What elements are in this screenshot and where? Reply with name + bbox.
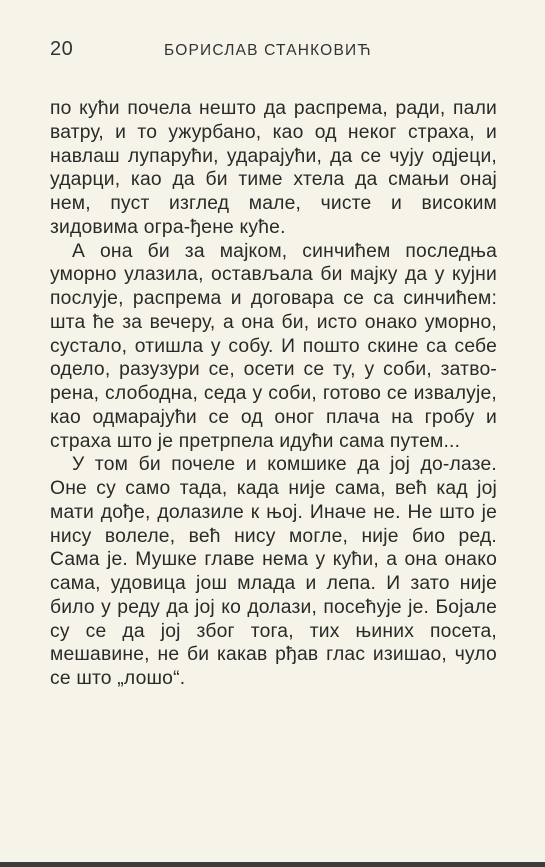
page-header [50,38,500,68]
page-bottom-edge [0,862,545,867]
running-head: БОРИСЛАВ СТАНКОВИЋ [164,42,372,59]
body-text [50,97,497,691]
paragraph-3: У том би почеле и комшике да јој до-лазе. Оне су само тада, када није сама, већ кад јој мати дође, долазиле к њој. Иначе не. Не што је нису волеле, већ нису могле, није био ред. Сама је. Мушке главе нема у кући, а она онако сама, удовица још млада и лепа. И зато није било у реду да јој ко долази, посећује је. Бојале су се да јој због тога, тих њиних посета, мешавине, не би какав рђав глас изишао, чуло се што „лошо“. [50,454,497,689]
page-number: 20 [50,38,74,60]
paragraph-2: А она би за мајком, синчићем последња уморно улазила, остављала би мајку да у кујни послује, распрема и договара се са синчићем: шта ће за вечеру, а она би, исто онако уморно, сустало, отишла у собу. И пошто скине са себе одело, разузури се, осети се ту, у соби, затво-рена, слободна, седа у соби, готово се извалује, као одмарајући се од оног плача на гробу и страха што је претрпела идући сама путем... [50,240,497,452]
paragraph-1: по кући почела нешто да распрема, ради, пали ватру, и то ужурбано, као од неког страха, и навлаш лупарући, ударајући, да се чују одјеци, ударци, као да би тиме хтела да смањи онај нем, пуст изглед мале, чисте и високим зидовима огра-ђене куће. [50,98,497,238]
